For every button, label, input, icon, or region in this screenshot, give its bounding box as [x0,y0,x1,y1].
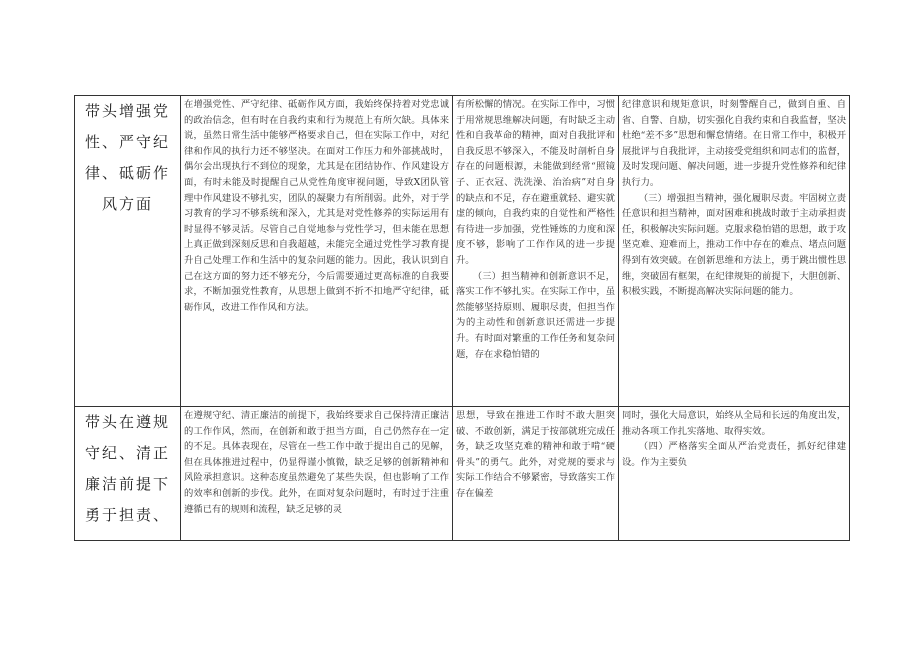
paragraph: （三）增强担当精神，强化履职尽责。牢固树立责任意识和担当精神，面对困难和挑战时敢于主动承担责任，积极解决实际问题。克服求稳怕错的思想，敢于攻坚克难、迎难而上，推动工作中存在的难点、堵点问题得到有效突破。在创新思维和方法上，勇于跳出惯性思维，突破固有框架，在纪律规矩的前提下，大胆创新、积极实践，不断提高解决实际问题的能力。 [622,192,846,298]
paragraph: 在遵规守纪、清正廉洁的前提下，我始终要求自己保持清正廉洁的工作作风，然而，在创新和敢于担当方面，自己仍然存在一定的不足。具体表现在，尽管在一些工作中敢于提出自己的见解，但在具体推进过程中，仍显得谨小慎微，缺乏足够的创新精神和风险承担意识。这种态度虽然避免了某些失误，但也影响了工作的效率和创新的步伐。此外，在面对复杂问题时，有时过于注重遵循已有的规则和流程，缺乏足够的灵 [184,410,449,515]
paragraph: （三）担当精神和创新意识不足，落实工作不够扎实。在实际工作中，虽然能够坚持原则、履职尽责，但担当作为的主动性和创新意识还需进一步提升。有时面对繁重的工作任务和复杂问题，存在求稳怕错的 [456,270,615,360]
paragraph: 思想，导致在推进工作时不敢大胆突破、不敢创新，满足于按部就班完成任务，缺乏攻坚克难的精神和敢于啃“硬骨头”的勇气。此外，对党规的要求与实际工作结合不够紧密，导致落实工作存在偏差 [456,410,615,499]
self-assessment-cell [181,407,453,541]
row-label: 带头在遵规守纪、清正廉洁前提下勇于担责、 [84,413,170,524]
paragraph: （四）严格落实全面从严治党责任，抓好纪律建设。作为主要负 [622,441,846,468]
cell-text [453,96,618,362]
paragraph: 有所松懈的情况。在实际工作中，习惯于用常规思维解决问题，有时缺乏主动性和自我革命的精神，面对自我批评和自我反思不够深入，不能及时剖析自身存在的问题根源，未能做到经常“照镜子、正衣冠、洗洗澡、治治病”对自身的缺点和不足，存在避重就轻、避实就虚的倾向，自我约束的自觉性和严格性有待进一步加强，党性锤炼的力度和深度不够，影响了工作作风的进一步提升。 [456,99,615,266]
problem-cell [453,96,619,407]
self-assessment-cell [181,96,453,407]
table-row [75,407,850,541]
paragraph: 纪律意识和规矩意识，时刻警醒自己，做到自重、自省、自警、自励，切实强化自我约束和自我监督，坚决杜绝“差不多”思想和懈怠情绪。在日常工作中，积极开展批评与自我批评，主动接受党组织和同志们的监督，及时发现问题、解决问题，进一步提升党性修养和纪律执行力。 [622,99,846,188]
self-review-table [74,95,850,541]
measures-cell [619,96,850,407]
cell-text [181,96,452,315]
paragraph: 在增强党性、严守纪律、砥砺作风方面，我始终保持着对党忠诚的政治信念，但有时在自我约束和行为规范上有所欠缺。具体来说，虽然日常生活中能够严格要求自己，但在实际工作中，对纪律和作风的执行力还不够坚决。在面对工作压力和外部挑战时，偶尔会出现执行不到位的现象，尤其是在团结协作、作风建设方面，有时未能及时提醒自己从党性角度审视问题，导致X团队管理中作风建设不够扎实，团队的凝聚力有所削弱。此外，对于学习教育的学习不够系统和深入，尤其是对党性修养的实际运用有时显得不够灵活。尽管自己自觉地参与党性学习，但未能在思想上真正做到深刻反思和自我超越，未能完全通过党性学习教育提升自己处理工作和生活中的复杂问题的能力。因此，我认识到自己在这方面的努力还不够充分，今后需要通过更高标准的自我要求，不断加强党性教育，从思想上做到不折不扣地严守纪律，砥砺作风，改进工作作风和方法。 [184,99,449,313]
row-label-cell [75,96,181,407]
cell-text [619,96,849,300]
cell-text [453,407,618,502]
problem-cell [453,407,619,541]
cell-text [619,407,849,470]
paragraph: 同时，强化大局意识，始终从全局和长远的角度出发，推动各项工作扎实落地、取得实效。 [622,410,846,437]
row-label-cell [75,407,181,541]
cell-text [181,407,452,517]
measures-cell [619,407,850,541]
table-row [75,96,850,407]
row-label: 带头增强党性、严守纪律、砥砺作风方面 [84,102,170,213]
